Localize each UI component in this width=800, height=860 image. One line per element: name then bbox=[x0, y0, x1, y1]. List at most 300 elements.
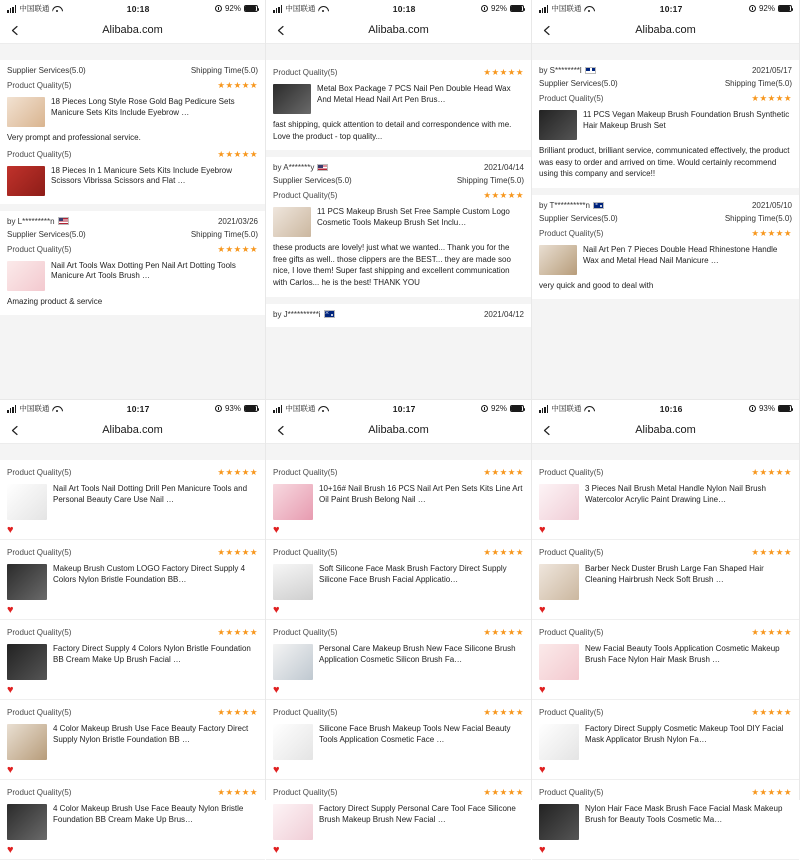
quality-row bbox=[539, 90, 792, 107]
screen-content bbox=[0, 444, 265, 860]
review-card bbox=[266, 304, 531, 327]
review-comment: these products are lovely! just what we wanted... Thank you for the free gifts as well.. those clippers are the BEST... they are made soo nice, I love them! Super fast shipping and excellent communication with Carlos... he is the best! THANK YOU bbox=[273, 243, 511, 287]
status-bar bbox=[532, 0, 799, 17]
supplier-services-label: Supplier Services(5.0) bbox=[273, 176, 352, 186]
quality-row bbox=[273, 64, 524, 81]
product-thumbnail bbox=[7, 166, 45, 196]
product-title: 4 Color Makeup Brush Use Face Beauty Nylon Bristle Foundation BB Cream Make Up Brus… bbox=[53, 804, 244, 824]
status-bar bbox=[0, 400, 265, 417]
review-comment: Amazing product & service bbox=[7, 296, 103, 306]
battery-icon bbox=[244, 405, 258, 412]
reviewer-name: by T**********n bbox=[539, 200, 590, 210]
rating-stars: ★★★★★ bbox=[217, 467, 258, 477]
wifi-icon bbox=[318, 405, 327, 412]
status-left bbox=[539, 403, 593, 414]
quality-label: Product Quality(5) bbox=[7, 548, 72, 557]
product-thumbnail bbox=[273, 484, 313, 520]
quality-label: Product Quality(5) bbox=[273, 548, 338, 557]
wifi-icon bbox=[584, 5, 593, 12]
product-entry[interactable] bbox=[273, 561, 524, 602]
list-item[interactable] bbox=[266, 620, 531, 684]
product-title: 18 Pieces In 1 Manicure Sets Kits Include Eyebrow Scissors Vibrissa Scissors and Flat … bbox=[51, 165, 232, 186]
battery-icon bbox=[510, 405, 524, 412]
quality-row bbox=[539, 624, 792, 641]
phone-screenshot-5 bbox=[266, 400, 532, 856]
rating-stars: ★★★★★ bbox=[483, 627, 524, 637]
product-entry[interactable] bbox=[273, 801, 524, 842]
product-entry[interactable] bbox=[7, 481, 258, 522]
clock-label: 10:16 bbox=[659, 403, 683, 414]
service-meta-row bbox=[7, 228, 258, 241]
product-thumbnail bbox=[273, 724, 313, 760]
quality-row bbox=[7, 624, 258, 641]
alarm-icon bbox=[749, 5, 756, 12]
reviewer-name-group bbox=[539, 201, 604, 210]
carrier-label: 中国联通 bbox=[285, 404, 316, 413]
signal-bars-icon bbox=[539, 5, 548, 13]
page-title: Alibaba.com bbox=[102, 424, 163, 436]
reviewer-name: by L*********n bbox=[7, 216, 55, 226]
quality-label: Product Quality(5) bbox=[273, 191, 338, 201]
top-spacer bbox=[266, 444, 531, 460]
quality-label: Product Quality(5) bbox=[273, 708, 338, 717]
quality-label: Product Quality(5) bbox=[7, 788, 72, 797]
product-thumbnail bbox=[7, 484, 47, 520]
favorite-heart-icon[interactable]: ♥ bbox=[0, 764, 265, 779]
product-entry[interactable] bbox=[7, 561, 258, 602]
list-item[interactable] bbox=[266, 780, 531, 844]
status-right bbox=[215, 404, 258, 413]
quality-row bbox=[7, 704, 258, 721]
product-title: Factory Direct Supply 4 Colors Nylon Bristle Foundation BB Cream Make Up Brush Facial … bbox=[53, 644, 251, 664]
reviewer-row bbox=[539, 199, 792, 212]
rating-stars: ★★★★★ bbox=[751, 787, 792, 797]
shipping-time-label: Shipping Time(5.0) bbox=[190, 66, 258, 75]
country-flag-icon bbox=[324, 310, 335, 318]
quality-label: Product Quality(5) bbox=[273, 628, 338, 637]
reviewer-row bbox=[7, 215, 258, 228]
battery-percent-label: 93% bbox=[758, 404, 775, 413]
alarm-icon bbox=[215, 405, 222, 412]
rating-stars: ★★★★★ bbox=[751, 547, 792, 557]
shipping-time-label: Shipping Time(5.0) bbox=[190, 229, 258, 239]
review-comment: Very prompt and professional service. bbox=[7, 133, 141, 142]
product-title: Nail Art Tools Wax Dotting Pen Nail Art Dotting Tools Manicure Art Tools Brush … bbox=[51, 260, 236, 281]
service-meta-row bbox=[7, 64, 258, 77]
phone-screenshot-6 bbox=[532, 400, 800, 856]
favorite-heart-icon[interactable]: ♥ bbox=[532, 604, 799, 619]
product-thumbnail bbox=[539, 110, 577, 140]
alarm-icon bbox=[481, 5, 488, 12]
page-title: Alibaba.com bbox=[635, 424, 696, 436]
product-title: Factory Direct Supply Cosmetic Makeup Tool DIY Facial Mask Applicator Brush Nylon Fa… bbox=[585, 724, 784, 744]
quality-label: Product Quality(5) bbox=[539, 468, 604, 477]
scroll-area[interactable] bbox=[266, 444, 531, 860]
list-item[interactable] bbox=[532, 620, 799, 684]
quality-label: Product Quality(5) bbox=[539, 94, 604, 103]
rating-stars: ★★★★★ bbox=[483, 190, 524, 201]
quality-label: Product Quality(5) bbox=[7, 244, 72, 254]
product-entry[interactable] bbox=[539, 721, 792, 762]
reviewer-name: by J**********i bbox=[273, 309, 321, 319]
service-meta-row bbox=[273, 174, 524, 187]
battery-icon bbox=[244, 5, 258, 12]
product-thumbnail bbox=[539, 245, 577, 275]
quality-label: Product Quality(5) bbox=[273, 468, 338, 477]
product-entry[interactable] bbox=[539, 561, 792, 602]
quality-row bbox=[539, 784, 792, 801]
product-thumbnail bbox=[7, 804, 47, 840]
reviewer-row bbox=[539, 64, 792, 77]
list-item[interactable] bbox=[0, 620, 265, 684]
page-title: Alibaba.com bbox=[368, 424, 429, 436]
scroll-area[interactable] bbox=[0, 444, 265, 860]
service-meta-row bbox=[539, 212, 792, 225]
status-left bbox=[273, 403, 327, 414]
quality-label: Product Quality(5) bbox=[273, 68, 338, 77]
product-title: Metal Box Package 7 PCS Nail Pen Double Head Wax And Metal Head Nail Art Pen Brus… bbox=[317, 84, 511, 104]
scroll-area[interactable] bbox=[266, 44, 531, 399]
quality-row bbox=[273, 544, 524, 561]
wifi-icon bbox=[318, 5, 327, 12]
status-left bbox=[539, 3, 593, 14]
battery-icon bbox=[778, 5, 792, 12]
status-right bbox=[215, 4, 258, 13]
battery-icon bbox=[778, 405, 792, 412]
battery-percent-label: 92% bbox=[490, 4, 507, 13]
product-title: 4 Color Makeup Brush Use Face Beauty Factory Direct Supply Nylon Bristle Foundation BB … bbox=[53, 724, 249, 744]
product-title: Personal Care Makeup Brush New Face Silicone Brush Application Cosmetic Silicon Brush Fa… bbox=[319, 644, 516, 664]
product-title: Nylon Hair Face Mask Brush Face Facial Mask Makeup Brush for Beauty Tools Cosmetic Ma… bbox=[585, 804, 783, 824]
quality-row bbox=[273, 704, 524, 721]
rating-stars: ★★★★★ bbox=[217, 787, 258, 797]
status-bar bbox=[532, 400, 799, 417]
review-card bbox=[0, 211, 265, 316]
favorite-heart-icon[interactable]: ♥ bbox=[0, 604, 265, 619]
signal-bars-icon bbox=[273, 405, 282, 413]
quality-row bbox=[7, 784, 258, 801]
product-thumbnail bbox=[539, 564, 579, 600]
quality-row bbox=[539, 704, 792, 721]
product-thumbnail bbox=[7, 564, 47, 600]
status-left bbox=[7, 403, 61, 414]
product-thumbnail bbox=[273, 564, 313, 600]
shipping-time-label: Shipping Time(5.0) bbox=[724, 213, 792, 223]
clock-label: 10:17 bbox=[392, 403, 416, 414]
clock-label: 10:17 bbox=[126, 403, 150, 414]
review-product[interactable] bbox=[7, 94, 258, 129]
scroll-area[interactable] bbox=[0, 44, 265, 399]
rating-stars: ★★★★★ bbox=[217, 243, 258, 254]
product-title: 10+16# Nail Brush 16 PCS Nail Art Pen Sets Kits Line Art Oil Paint Brush Belong Nail … bbox=[319, 484, 523, 504]
favorite-heart-icon[interactable]: ♥ bbox=[266, 684, 531, 699]
review-date: 2021/05/17 bbox=[751, 66, 792, 75]
quality-row bbox=[539, 225, 792, 242]
scroll-area[interactable] bbox=[532, 44, 799, 399]
product-title: 11 PCS Makeup Brush Set Free Sample Custom Logo Cosmetic Tools Makeup Brush Set Inclu… bbox=[317, 207, 510, 227]
product-title: Nail Art Tools Nail Dotting Drill Pen Manicure Tools and Personal Beauty Care Use Nail … bbox=[53, 484, 248, 504]
rating-stars: ★★★★★ bbox=[217, 707, 258, 717]
product-entry[interactable] bbox=[539, 801, 792, 842]
screen-content bbox=[266, 44, 531, 399]
product-title: New Facial Beauty Tools Application Cosmetic Makeup Brush Face Nylon Hair Mask Brush … bbox=[585, 644, 780, 664]
product-entry[interactable] bbox=[273, 481, 524, 522]
nav-bar bbox=[0, 17, 265, 44]
back-arrow-icon[interactable] bbox=[0, 417, 30, 444]
battery-percent-label: 93% bbox=[224, 404, 241, 413]
signal-bars-icon bbox=[7, 405, 16, 413]
list-item[interactable] bbox=[0, 780, 265, 844]
status-bar bbox=[0, 0, 265, 17]
clock-label: 10:18 bbox=[126, 3, 150, 14]
quality-row bbox=[7, 544, 258, 561]
battery-percent-label: 92% bbox=[758, 4, 775, 13]
review-product[interactable] bbox=[539, 242, 792, 277]
battery-percent-label: 92% bbox=[224, 4, 241, 13]
list-item[interactable] bbox=[266, 540, 531, 604]
quality-row bbox=[273, 624, 524, 641]
supplier-services-label: Supplier Services(5.0) bbox=[539, 79, 618, 88]
alarm-icon bbox=[749, 405, 756, 412]
product-thumbnail bbox=[539, 724, 579, 760]
reviewer-name-group bbox=[273, 310, 335, 319]
list-item[interactable] bbox=[266, 460, 531, 524]
review-comment: very quick and good to deal with bbox=[539, 280, 654, 290]
carrier-label: 中国联通 bbox=[285, 4, 316, 13]
shipping-time-label: Shipping Time(5.0) bbox=[456, 176, 524, 186]
nav-bar bbox=[532, 417, 799, 444]
favorite-heart-icon[interactable]: ♥ bbox=[266, 844, 531, 859]
review-product[interactable] bbox=[539, 107, 792, 142]
phone-screenshot-4 bbox=[0, 400, 266, 856]
quality-label: Product Quality(5) bbox=[273, 788, 338, 797]
list-item[interactable] bbox=[0, 700, 265, 764]
rating-stars: ★★★★★ bbox=[483, 547, 524, 557]
review-date: 2021/04/12 bbox=[483, 309, 524, 319]
quality-label: Product Quality(5) bbox=[539, 708, 604, 717]
top-spacer bbox=[266, 44, 531, 60]
quality-row bbox=[273, 784, 524, 801]
rating-stars: ★★★★★ bbox=[217, 80, 258, 90]
screen-content bbox=[266, 444, 531, 860]
battery-percent-label: 92% bbox=[490, 404, 507, 413]
reviewer-row bbox=[273, 161, 524, 174]
review-product[interactable] bbox=[273, 204, 524, 239]
carrier-label: 中国联通 bbox=[551, 4, 582, 13]
country-flag-icon bbox=[58, 217, 69, 225]
favorite-heart-icon[interactable]: ♥ bbox=[266, 764, 531, 779]
status-right bbox=[749, 4, 792, 13]
supplier-services-label: Supplier Services(5.0) bbox=[7, 229, 86, 239]
reviewer-name-group bbox=[273, 163, 328, 172]
product-entry[interactable] bbox=[273, 641, 524, 682]
top-spacer bbox=[532, 44, 799, 60]
list-item[interactable] bbox=[532, 780, 799, 844]
quality-row bbox=[273, 464, 524, 481]
wifi-icon bbox=[52, 5, 61, 12]
review-date: 2021/05/10 bbox=[751, 200, 792, 210]
review-card bbox=[0, 60, 265, 204]
screen-content bbox=[0, 44, 265, 399]
product-title: Silicone Face Brush Makeup Tools New Facial Beauty Tools Application Cosmetic Face … bbox=[319, 724, 511, 744]
wifi-icon bbox=[584, 405, 593, 412]
quality-row bbox=[7, 77, 258, 94]
product-title: 18 Pieces Long Style Rose Gold Bag Pedicure Sets Manicure Sets Kits Include Eyebrow … bbox=[51, 97, 235, 117]
list-item[interactable] bbox=[0, 460, 265, 524]
scroll-area[interactable] bbox=[532, 444, 799, 860]
list-item[interactable] bbox=[266, 700, 531, 764]
status-right bbox=[481, 404, 524, 413]
quality-label: Product Quality(5) bbox=[7, 81, 72, 90]
rating-stars: ★★★★★ bbox=[751, 467, 792, 477]
review-card bbox=[532, 195, 799, 300]
country-flag-icon bbox=[585, 67, 596, 75]
list-item[interactable] bbox=[0, 540, 265, 604]
nav-bar bbox=[266, 417, 531, 444]
list-item[interactable] bbox=[532, 460, 799, 524]
signal-bars-icon bbox=[273, 5, 282, 13]
carrier-label: 中国联通 bbox=[19, 404, 50, 413]
country-flag-icon bbox=[593, 202, 604, 210]
phone-screenshot-3 bbox=[532, 0, 800, 400]
clock-label: 10:17 bbox=[659, 3, 683, 14]
list-item[interactable] bbox=[532, 540, 799, 604]
back-arrow-icon[interactable] bbox=[532, 417, 562, 444]
product-thumbnail bbox=[7, 644, 47, 680]
back-arrow-icon[interactable] bbox=[0, 17, 30, 44]
product-entry[interactable] bbox=[7, 721, 258, 762]
alarm-icon bbox=[481, 405, 488, 412]
product-title: 11 PCS Vegan Makeup Brush Foundation Brush Synthetic Hair Makeup Brush Set bbox=[583, 110, 790, 130]
rating-stars: ★★★★★ bbox=[217, 547, 258, 557]
quality-label: Product Quality(5) bbox=[539, 628, 604, 637]
rating-stars: ★★★★★ bbox=[483, 67, 524, 77]
favorite-heart-icon[interactable]: ♥ bbox=[266, 524, 531, 539]
product-title: Soft Silicone Face Mask Brush Factory Direct Supply Silicone Face Brush Facial Applicatio… bbox=[319, 564, 507, 584]
alarm-icon bbox=[215, 5, 222, 12]
product-thumbnail bbox=[7, 97, 45, 127]
phone-screenshot-2 bbox=[266, 0, 532, 400]
favorite-heart-icon[interactable]: ♥ bbox=[532, 764, 799, 779]
supplier-services-label: Supplier Services(5.0) bbox=[539, 213, 618, 223]
product-entry[interactable] bbox=[7, 801, 258, 842]
rating-stars: ★★★★★ bbox=[483, 467, 524, 477]
rating-stars: ★★★★★ bbox=[751, 627, 792, 637]
shipping-time-label: Shipping Time(5.0) bbox=[724, 79, 792, 88]
favorite-heart-icon[interactable]: ♥ bbox=[266, 604, 531, 619]
product-thumbnail bbox=[539, 804, 579, 840]
product-entry[interactable] bbox=[7, 641, 258, 682]
back-arrow-icon[interactable] bbox=[532, 17, 562, 44]
review-comment: fast shipping, quick attention to detail and correspondence with me. Love the product - top quality... bbox=[273, 120, 512, 141]
review-product[interactable] bbox=[273, 81, 524, 116]
page-title: Alibaba.com bbox=[635, 24, 696, 36]
favorite-heart-icon[interactable]: ♥ bbox=[532, 844, 799, 859]
page-title: Alibaba.com bbox=[368, 24, 429, 36]
carrier-label: 中国联通 bbox=[19, 4, 50, 13]
quality-row bbox=[273, 187, 524, 204]
status-right bbox=[749, 404, 792, 413]
review-comment: Brilliant product, brilliant service, communicated effectively, the product was easy to order and arrived on time. Would certainly recommend using this company and service!! bbox=[539, 146, 790, 179]
quality-label: Product Quality(5) bbox=[7, 149, 72, 159]
favorite-heart-icon[interactable]: ♥ bbox=[532, 684, 799, 699]
service-meta-row bbox=[539, 77, 792, 90]
quality-row bbox=[539, 544, 792, 561]
review-product[interactable] bbox=[7, 163, 258, 198]
reviewer-row bbox=[273, 308, 524, 321]
rating-stars: ★★★★★ bbox=[751, 707, 792, 717]
battery-icon bbox=[510, 5, 524, 12]
status-left bbox=[273, 3, 327, 14]
product-title: Barber Neck Duster Brush Large Fan Shaped Hair Cleaning Hairbrush Neck Soft Brush … bbox=[585, 564, 764, 584]
carrier-label: 中国联通 bbox=[551, 404, 582, 413]
page-title: Alibaba.com bbox=[102, 24, 163, 36]
favorite-heart-icon[interactable]: ♥ bbox=[0, 844, 265, 859]
quality-label: Product Quality(5) bbox=[7, 708, 72, 717]
wifi-icon bbox=[52, 405, 61, 412]
list-item[interactable] bbox=[532, 700, 799, 764]
product-thumbnail bbox=[273, 644, 313, 680]
favorite-heart-icon[interactable]: ♥ bbox=[532, 524, 799, 539]
top-spacer bbox=[0, 44, 265, 60]
rating-stars: ★★★★★ bbox=[217, 148, 258, 159]
quality-row bbox=[7, 146, 258, 163]
quality-row bbox=[7, 464, 258, 481]
status-bar bbox=[266, 0, 531, 17]
quality-label: Product Quality(5) bbox=[7, 468, 72, 477]
favorite-heart-icon[interactable]: ♥ bbox=[0, 684, 265, 699]
rating-stars: ★★★★★ bbox=[483, 787, 524, 797]
status-left bbox=[7, 3, 61, 14]
quality-label: Product Quality(5) bbox=[539, 548, 604, 557]
product-title: 3 Pieces Nail Brush Metal Handle Nylon Nail Brush Watercolor Acrylic Paint Drawing Line… bbox=[585, 484, 766, 504]
review-card bbox=[532, 60, 799, 188]
reviewer-name: by S********l bbox=[539, 66, 582, 75]
back-arrow-icon[interactable] bbox=[266, 17, 296, 44]
rating-stars: ★★★★★ bbox=[751, 93, 792, 103]
review-date: 2021/03/26 bbox=[217, 216, 258, 226]
nav-bar bbox=[0, 417, 265, 444]
product-entry[interactable] bbox=[539, 641, 792, 682]
status-bar bbox=[266, 400, 531, 417]
review-date: 2021/04/14 bbox=[483, 163, 524, 173]
quality-row bbox=[7, 241, 258, 258]
top-spacer bbox=[0, 444, 265, 460]
quality-label: Product Quality(5) bbox=[539, 788, 604, 797]
back-arrow-icon[interactable] bbox=[266, 417, 296, 444]
reviewer-name: by A*******y bbox=[273, 163, 315, 173]
product-thumbnail bbox=[273, 804, 313, 840]
reviewer-name-group bbox=[539, 66, 596, 75]
product-thumbnail bbox=[273, 207, 311, 237]
review-card bbox=[266, 60, 531, 150]
screen-content bbox=[532, 44, 799, 399]
nav-bar bbox=[532, 17, 799, 44]
product-entry[interactable] bbox=[539, 481, 792, 522]
product-entry[interactable] bbox=[273, 721, 524, 762]
signal-bars-icon bbox=[7, 5, 16, 13]
top-spacer bbox=[532, 444, 799, 460]
product-thumbnail bbox=[273, 84, 311, 114]
product-thumbnail bbox=[539, 484, 579, 520]
screen-content bbox=[532, 444, 799, 860]
review-card bbox=[266, 157, 531, 296]
nav-bar bbox=[266, 17, 531, 44]
favorite-heart-icon[interactable]: ♥ bbox=[0, 524, 265, 539]
rating-stars: ★★★★★ bbox=[217, 627, 258, 637]
review-product[interactable] bbox=[7, 258, 258, 293]
product-thumbnail bbox=[539, 644, 579, 680]
